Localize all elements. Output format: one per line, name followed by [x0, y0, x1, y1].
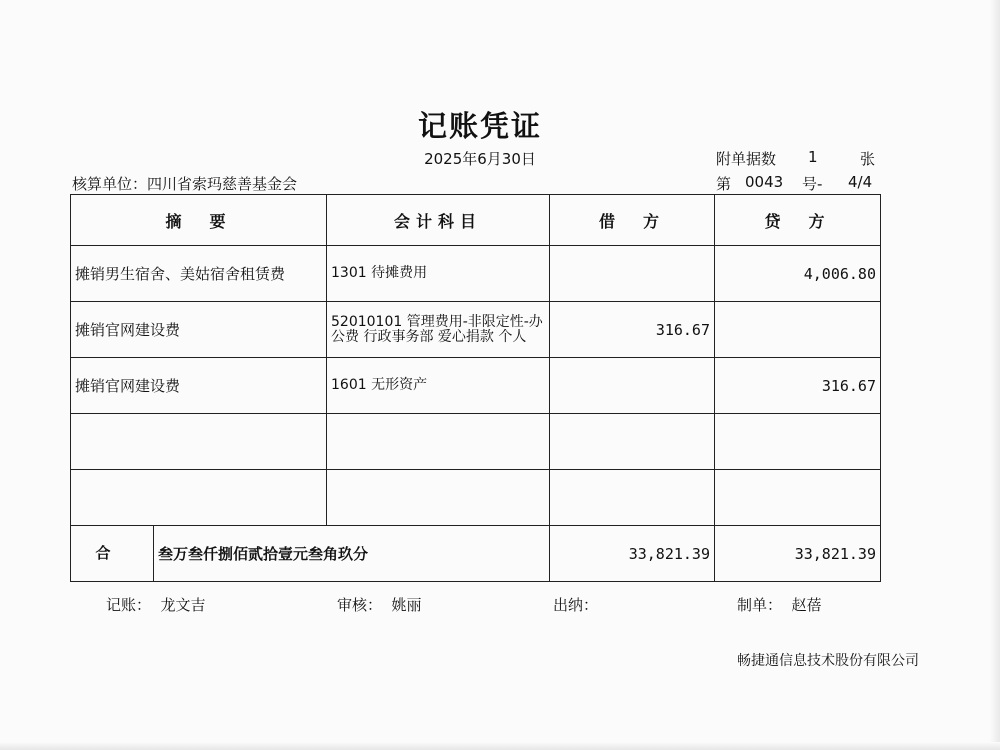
attachments-label: 附单据数 — [716, 150, 777, 168]
voucher-number-suffix: 号- — [802, 175, 823, 193]
voucher-page: 4/4 — [848, 173, 873, 191]
total-row — [71, 526, 881, 582]
org-line — [72, 173, 297, 194]
total-cell — [71, 526, 550, 582]
total-amount-words: 叁万叁仟捌佰贰拾壹元叁角玖分 — [158, 545, 369, 563]
attachments-unit: 张 — [860, 150, 876, 168]
org-name: 四川省索玛慈善基金会 — [147, 175, 298, 193]
row-credit — [715, 414, 881, 470]
row-account — [327, 470, 550, 526]
header-account: 会计科目 — [327, 195, 550, 246]
row-summary: 摊销男生宿舍、美姑宿舍租赁费 — [71, 246, 327, 302]
total-label: 合 — [71, 526, 154, 581]
total-debit: 33,821.39 — [550, 526, 715, 582]
row-debit — [550, 358, 715, 414]
voucher-number-prefix: 第 — [716, 175, 732, 193]
total-credit: 33,821.39 — [715, 526, 881, 582]
voucher-title: 记账凭证 — [417, 109, 542, 143]
table-row — [71, 246, 881, 302]
signature-cashier: 出纳： — [553, 596, 599, 614]
attachments-count: 1 — [808, 148, 818, 166]
row-credit — [715, 470, 881, 526]
table-row — [71, 358, 881, 414]
row-credit: 316.67 — [715, 358, 881, 414]
row-summary — [71, 414, 327, 470]
row-account: 1301 待摊费用 — [327, 246, 550, 302]
row-debit — [550, 414, 715, 470]
row-summary — [71, 470, 327, 526]
row-debit — [550, 470, 715, 526]
voucher-table — [70, 194, 881, 582]
signature-preparer: 制单： 赵蓓 — [737, 596, 822, 614]
signature-bookkeeper: 记账： 龙文吉 — [106, 596, 206, 614]
row-credit — [715, 302, 881, 358]
row-credit: 4,006.80 — [715, 246, 881, 302]
header-credit: 贷 方 — [715, 195, 881, 246]
page-edge-bottom — [0, 742, 1000, 750]
table-row — [71, 470, 881, 526]
row-summary: 摊销官网建设费 — [71, 302, 327, 358]
row-debit — [550, 246, 715, 302]
table-header-row — [71, 195, 881, 246]
row-summary: 摊销官网建设费 — [71, 358, 327, 414]
row-account: 1601 无形资产 — [327, 358, 550, 414]
org-label: 核算单位： — [72, 175, 148, 193]
voucher-date: 2025年6月30日 — [424, 150, 536, 168]
voucher-number: 0043 — [745, 173, 784, 191]
signature-reviewer: 审核： 姚丽 — [337, 596, 422, 614]
table-row — [71, 414, 881, 470]
header-summary: 摘 要 — [71, 195, 327, 246]
row-debit: 316.67 — [550, 302, 715, 358]
page-edge-right — [990, 0, 1000, 750]
header-debit: 借 方 — [550, 195, 715, 246]
row-account: 52010101 管理费用-非限定性-办公费 行政事务部 爱心捐款 个人 — [327, 302, 550, 358]
table-row — [71, 302, 881, 358]
row-account — [327, 414, 550, 470]
footer-company: 畅捷通信息技术股份有限公司 — [737, 653, 919, 669]
